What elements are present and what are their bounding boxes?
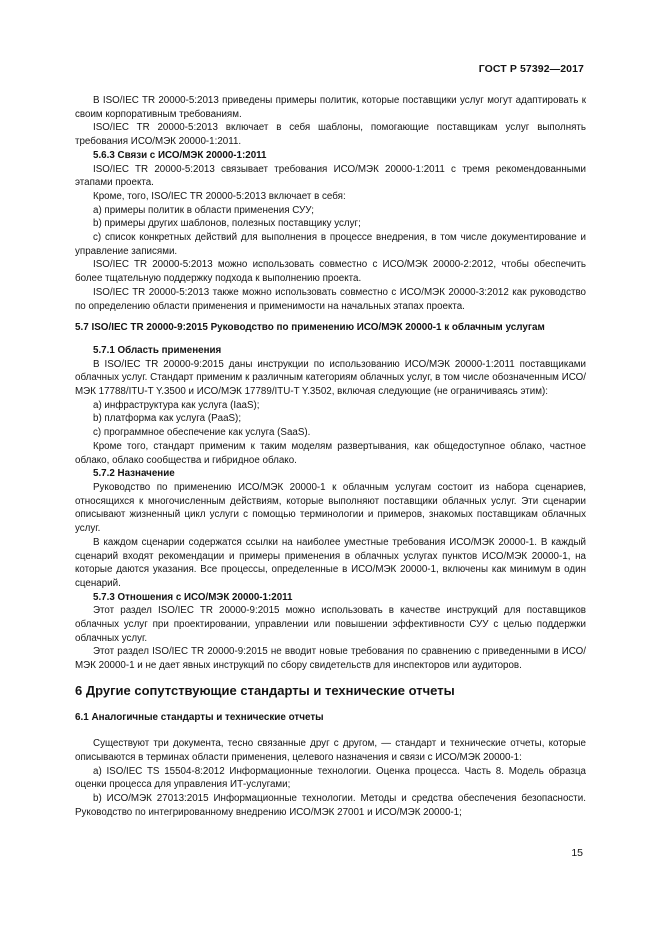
subsection-heading: 5.7.3 Отношения с ИСО/МЭК 20000-1:2011 xyxy=(93,591,293,603)
paragraph: В ISO/IEC TR 20000-5:2013 приведены примеры политик, которые поставщики услуг могут адаптировать к своим корпоративным требованиям. xyxy=(75,95,586,120)
list-item: b) примеры других шаблонов, полезных поставщику услуг; xyxy=(93,218,361,230)
paragraph: Руководство по применению ИСО/МЭК 20000-1 к облачным услугам состоит из набора сценариев, относящихся к многочисленным действиям, которые выполняют поставщики облачных услуг. Эти сценарии описывают жизненный цикл услуги с помощью терминологии и примеров, знакомых поставщикам облачных услуг. xyxy=(75,481,586,535)
subsection-heading: 5.7.2 Назначение xyxy=(93,468,175,480)
list-item: b) платформа как услуга (PaaS); xyxy=(93,413,242,425)
paragraph: Этот раздел ISO/IEC TR 20000-9:2015 можно использовать в качестве инструкций для поставщиков облачных услуг при проектировании, управлении или повышении эффективности СУУ с целью поддержки облачных услуг. xyxy=(75,605,586,644)
list-item: b) ИСО/МЭК 27013:2015 Информационные технологии. Методы и средства обеспечения безопасности. Руководство по интегрированному внедрению ИСО/МЭК 27001 и ИСО/МЭК 20000-1; xyxy=(75,793,586,818)
paragraph: Этот раздел ISO/IEC TR 20000-9:2015 не вводит новые требования по сравнению с приведенными в ИСО/МЭК 20000-1 и не дает явных инструкций по сбору свидетельств для инспекторов или аудиторов. xyxy=(75,646,586,672)
paragraph: Существуют три документа, тесно связанные друг с другом, — стандарт и технические отчеты, которые описываются в терминах области применения, целевого назначения и связи с ИСО/МЭК 20000-1: xyxy=(75,738,586,763)
section-heading: 5.7 ISO/IEC TR 20000-9:2015 Руководство по применению ИСО/МЭК 20000-1 к облачным услугам xyxy=(75,322,545,334)
subsection-heading: 5.7.1 Область применения xyxy=(93,344,222,356)
list-item: c) программное обеспечение как услуга (SaaS). xyxy=(93,427,311,439)
paragraph: ISO/IEC TR 20000-5:2013 также можно использовать совместно с ИСО/МЭК 20000-3:2012 как руководство по определению области применения и применимости на начальных этапах проекта. xyxy=(75,286,586,312)
page-number: 15 xyxy=(571,847,583,859)
page-body xyxy=(75,94,586,819)
list-item: a) примеры политик в области применения СУУ; xyxy=(93,204,314,216)
list-item: c) список конкретных действий для выполнения в процессе внедрения, в том числе документирование и управление записями. xyxy=(75,232,586,257)
chapter-heading: 6 Другие сопутствующие стандарты и технические отчеты xyxy=(75,682,455,698)
paragraph: ISO/IEC TR 20000-5:2013 включает в себя шаблоны, помогающие поставщикам услуг выполнять требования ИСО/МЭК 20000-1:2011. xyxy=(75,122,586,148)
paragraph: В каждом сценарии содержатся ссылки на наиболее уместные требования ИСО/МЭК 20000-1. В каждый сценарий входят рекомендации и примеры применения в облачных услугах пунктов ИСО/МЭК 20000-1, на которые даются указания. Все процессы, определенные в ИСО/МЭК 20000-1, включены как минимум в один сценарий. xyxy=(75,536,586,589)
list-item: a) инфраструктура как услуга (IaaS); xyxy=(93,399,260,411)
paragraph: В ISO/IEC TR 20000-9:2015 даны инструкции по использованию ИСО/МЭК 20000-1:2011 поставщиками облачных услуг. Стандарт применим к различным категориям облачных услуг, в том числе обозначенным ИСО/МЭК 17788/ITU-T Y.3500 и ИСО/МЭК 17789/ITU-T Y.3502, включая следующие (не ограничиваясь этим): xyxy=(75,358,586,398)
paragraph: ISO/IEC TR 20000-5:2013 связывает требования ИСО/МЭК 20000-1:2011 с тремя рекомендованными этапами проекта. xyxy=(75,163,586,189)
document-header: ГОСТ Р 57392—2017 xyxy=(478,63,584,75)
paragraph: Кроме того, стандарт применим к таким моделям развертывания, как общедоступное облако, частное облако, облако сообщества и гибридное облако. xyxy=(75,440,586,466)
paragraph: Кроме, того, ISO/IEC TR 20000-5:2013 включает в себя: xyxy=(93,190,346,202)
section-heading: 6.1 Аналогичные стандарты и технические отчеты xyxy=(75,711,324,723)
list-item: a) ISO/IEC TS 15504-8:2012 Информационные технологии. Оценка процесса. Часть 8. Модель образца оценки процесса для управления ИТ-услугами; xyxy=(75,765,586,791)
paragraph: ISO/IEC TR 20000-5:2013 можно использовать совместно с ИСО/МЭК 20000-2:2012, чтобы обеспечить более тщательную поддержку подхода к выполнению проекта. xyxy=(75,259,586,285)
subsection-heading: 5.6.3 Связи с ИСО/МЭК 20000-1:2011 xyxy=(93,149,267,161)
